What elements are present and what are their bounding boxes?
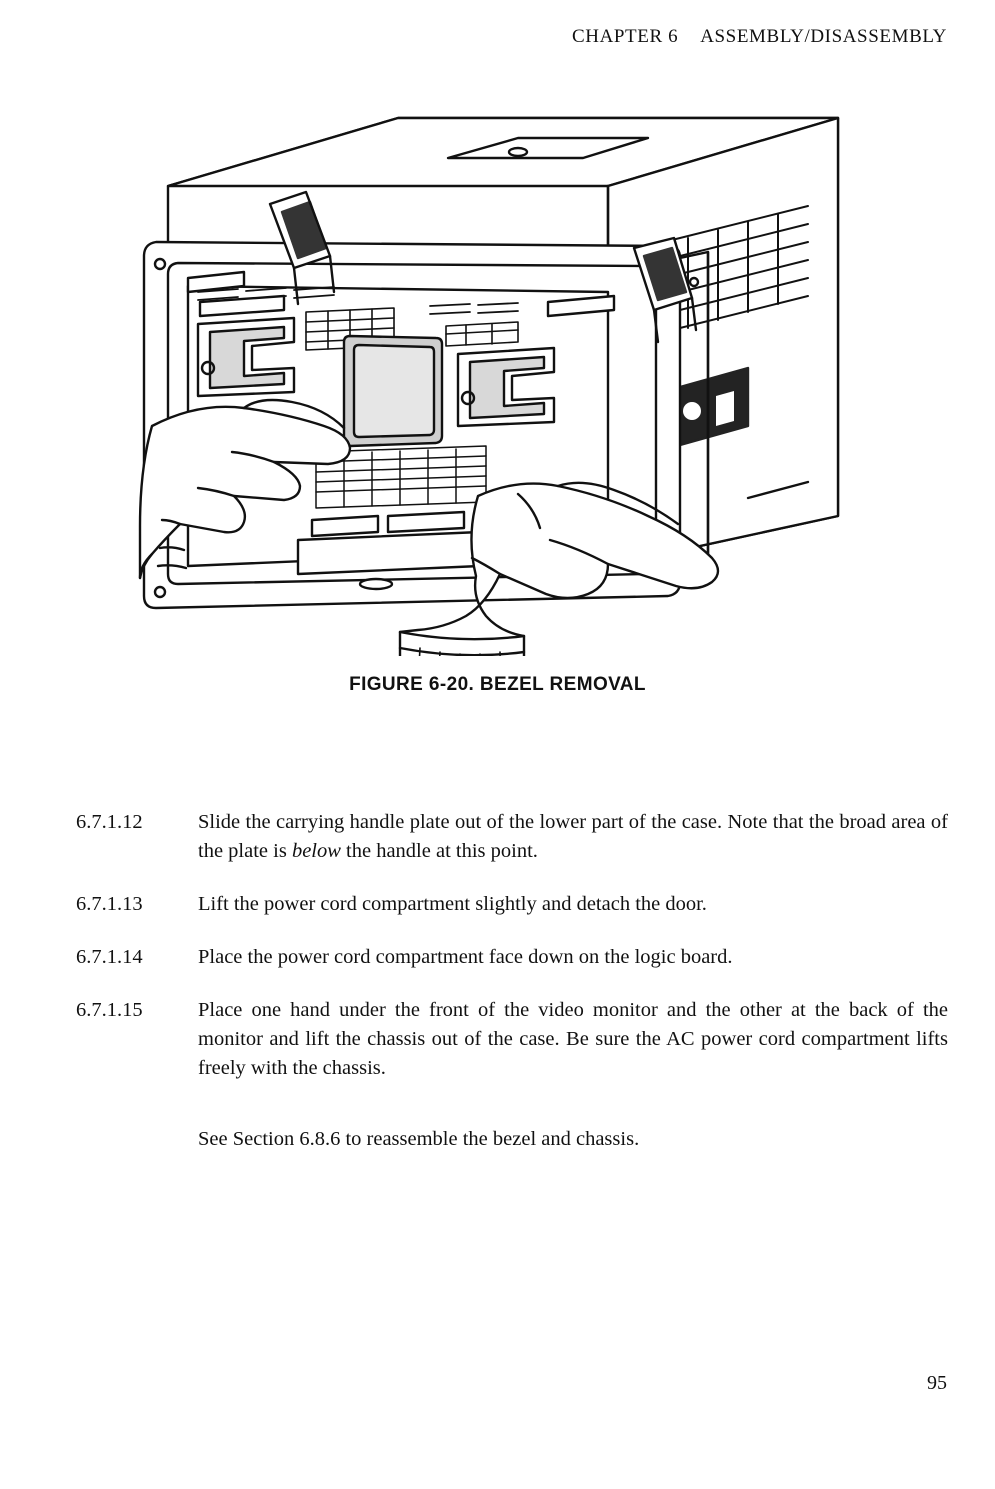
running-head — [572, 26, 947, 48]
closing-note: See Section 6.8.6 to reassemble the bezel and chassis. — [198, 1128, 640, 1150]
step-number: 6.7.1.13 — [76, 893, 143, 915]
step-emphasis: below — [291, 840, 341, 862]
procedure-steps — [76, 808, 948, 1154]
figure-caption: FIGURE 6-20. BEZEL REMOVAL — [349, 674, 646, 695]
step-text: Place one hand under the front of the video monitor and the other at the back of the monitor and lift the chassis out of the case. Be sure the AC power cord compartment lifts freely with the chassis. — [198, 999, 948, 1079]
page-number: 95 — [927, 1372, 947, 1394]
step-item — [76, 890, 948, 919]
step-item — [76, 808, 948, 866]
running-head-title: ASSEMBLY/DISASSEMBLY — [700, 26, 947, 47]
figure-block — [0, 96, 995, 696]
step-text: Slide the carrying handle plate out of the lower part of the case. Note that the broad area of the plate is below the handle at this point. — [198, 811, 948, 862]
step-number: 6.7.1.15 — [76, 999, 143, 1021]
step-item — [76, 996, 948, 1083]
step-number: 6.7.1.12 — [76, 811, 143, 833]
step-number: 6.7.1.14 — [76, 946, 143, 968]
figure-illustration-bezel-removal — [48, 96, 948, 656]
step-item — [76, 943, 948, 972]
running-head-chapter: CHAPTER 6 — [571, 26, 679, 47]
step-text: Place the power cord compartment face down on the logic board. — [198, 946, 733, 968]
step-text: Lift the power cord compartment slightly and detach the door. — [198, 893, 707, 915]
